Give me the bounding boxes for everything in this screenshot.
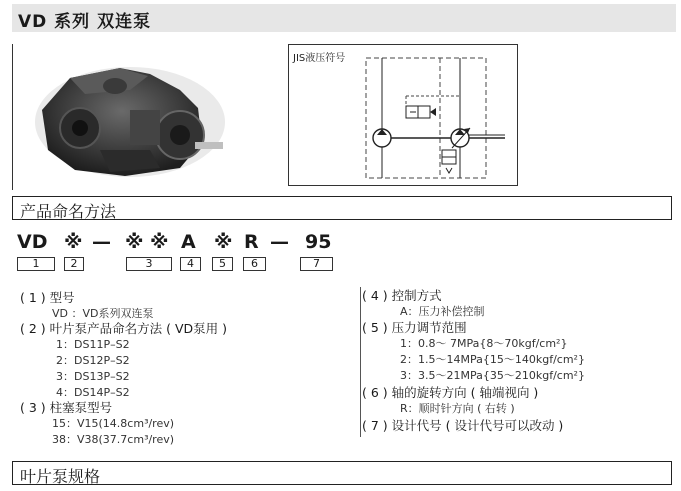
- control-item: A：压力补偿控制: [400, 305, 485, 318]
- piston-item-2: 38：V38(37.7cm³/rev): [52, 433, 175, 446]
- code-part-4: ※: [214, 231, 233, 253]
- pump-photo: [30, 50, 230, 185]
- code-part-a: A: [181, 231, 196, 253]
- code-dash-2: —: [270, 231, 289, 253]
- column-divider: [360, 287, 361, 437]
- code-part-1: ※: [64, 231, 83, 253]
- vane-item-3: 3：DS13P–S2: [56, 370, 130, 383]
- heading-pressure: ( 5 ) 压力调节范围: [362, 320, 467, 335]
- page-title-banner: [12, 4, 676, 32]
- code-box-6: 6: [243, 257, 266, 271]
- jis-symbol-label: JIS液压符号: [293, 53, 346, 64]
- heading-piston-pump: ( 3 ) 柱塞泵型号: [20, 400, 113, 415]
- section-naming-title: 产品命名方法: [20, 202, 117, 221]
- code-part-95: 95: [305, 231, 332, 253]
- code-part-2: ※: [125, 231, 144, 253]
- hydraulic-symbol: [360, 56, 510, 182]
- piston-item-1: 15：V15(14.8cm³/rev): [52, 417, 175, 430]
- code-box-1: 1: [17, 257, 55, 271]
- section-spec-banner: [12, 461, 672, 485]
- code-part-vd: VD: [17, 231, 48, 253]
- code-box-3: 3: [126, 257, 172, 271]
- heading-rotation: ( 6 ) 轴的旋转方向 ( 轴端视向 ): [362, 385, 539, 400]
- vane-item-2: 2：DS12P–S2: [56, 354, 130, 367]
- section-naming-banner: [12, 196, 672, 220]
- code-box-5: 5: [212, 257, 233, 271]
- code-part-3: ※: [150, 231, 169, 253]
- code-dash-1: —: [92, 231, 111, 253]
- heading-design-code: ( 7 ) 设计代号 ( 设计代号可以改动 ): [362, 418, 564, 433]
- pressure-item-3: 3：3.5～21MPa{35～210kgf/cm²}: [400, 369, 585, 382]
- vane-item-4: 4：DS14P–S2: [56, 386, 130, 399]
- frame-line: [12, 44, 13, 190]
- vane-item-1: 1：DS11P–S2: [56, 338, 130, 351]
- heading-model: ( 1 ) 型号: [20, 290, 75, 305]
- code-box-4: 4: [180, 257, 201, 271]
- pressure-item-2: 2：1.5～14MPa{15～140kgf/cm²}: [400, 353, 585, 366]
- heading-vane-pump: ( 2 ) 叶片泵产品命名方法 ( VD泵用 ): [20, 321, 227, 336]
- model-item: VD ：VD系列双连泵: [52, 307, 154, 320]
- code-box-2: 2: [64, 257, 84, 271]
- rotation-item: R：顺时针方向 ( 右转 ): [400, 402, 515, 415]
- pressure-item-1: 1：0.8～ 7MPa{8～70kgf/cm²}: [400, 337, 568, 350]
- code-box-7: 7: [300, 257, 333, 271]
- heading-control: ( 4 ) 控制方式: [362, 288, 442, 303]
- section-spec-title: 叶片泵规格: [20, 467, 101, 486]
- code-part-r: R: [244, 231, 259, 253]
- page-title: VD 系列 双连泵: [18, 12, 152, 32]
